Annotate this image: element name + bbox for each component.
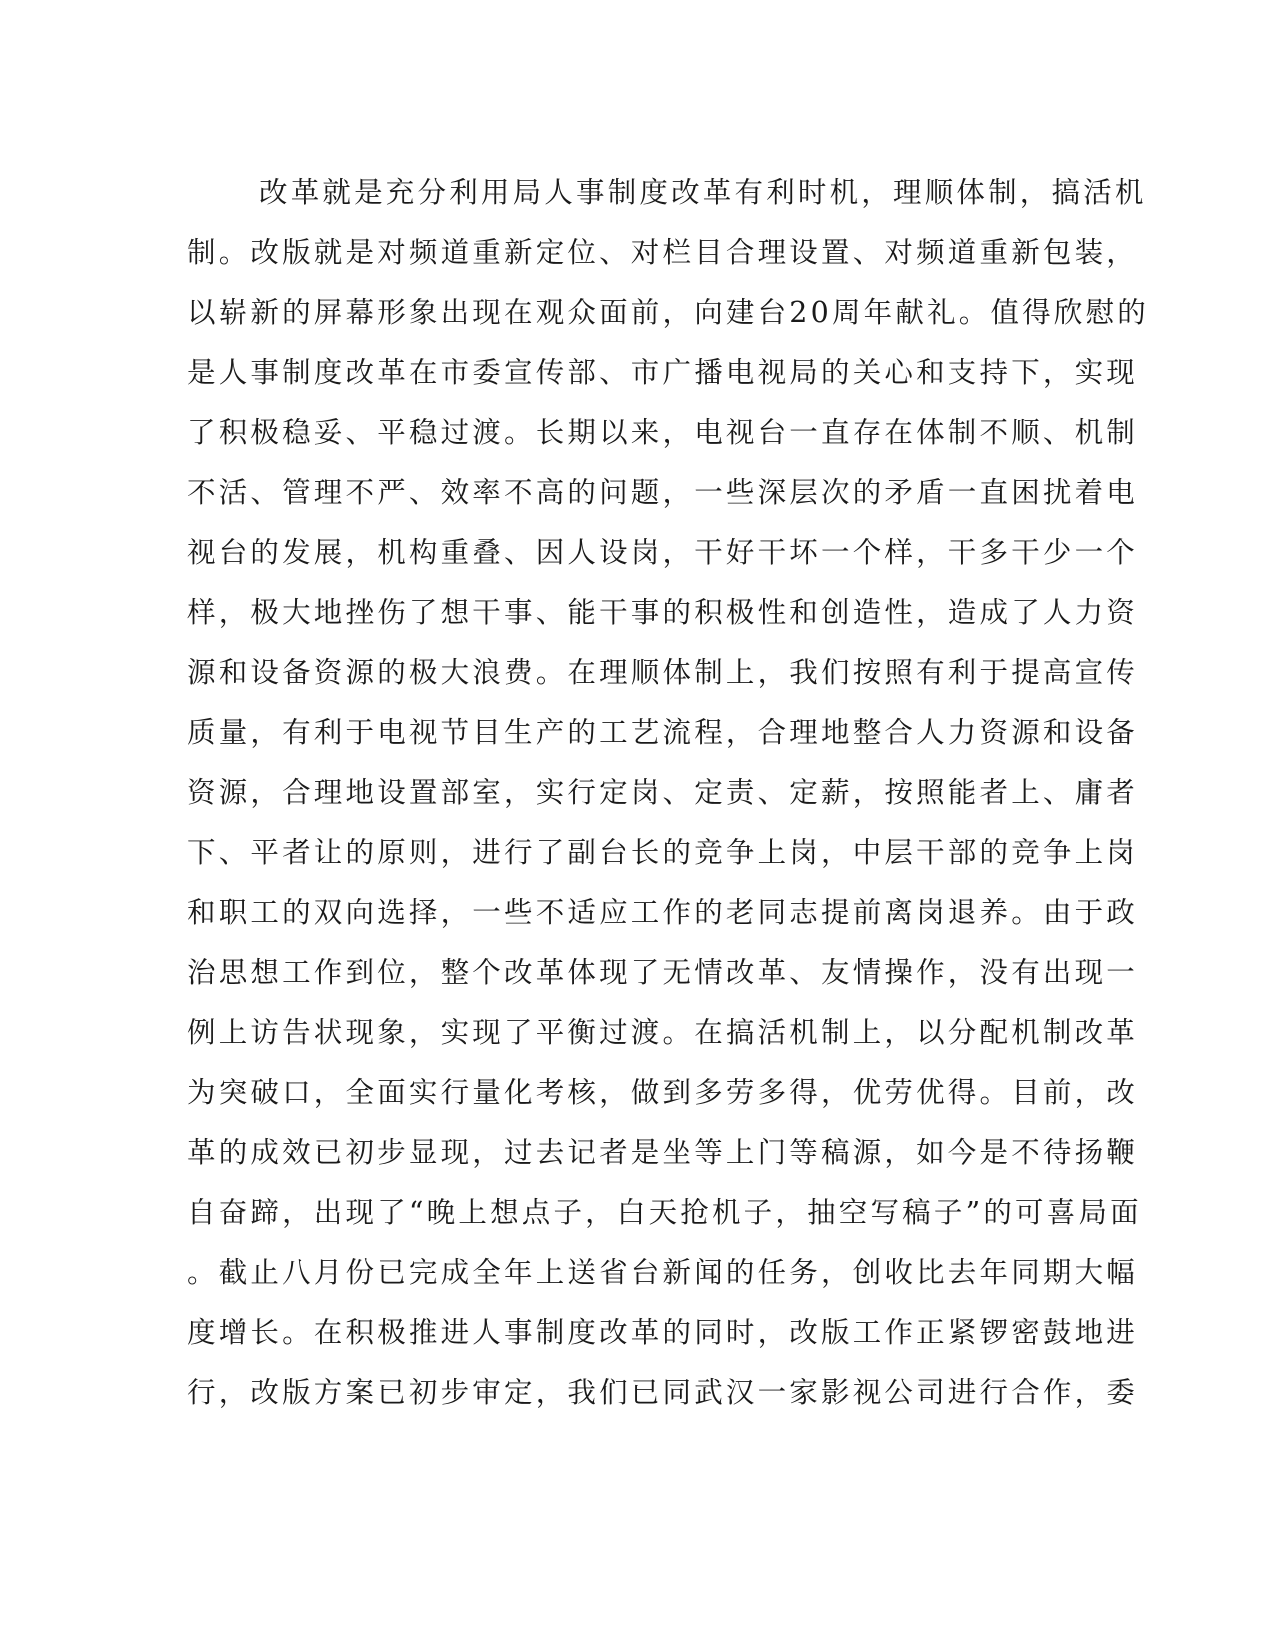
text-line-19: 。截止八月份已完成全年上送省台新闻的任务，创收比去年同期大幅 — [187, 1256, 1139, 1289]
text-line-18: 自奋蹄，出现了“晚上想点子，白天抢机子，抽空写稿子”的可喜局面 — [187, 1196, 1142, 1229]
text-line-3: 以崭新的屏幕形象出现在观众面前，向建台20周年献礼。值得欣慰的 — [187, 296, 1149, 329]
text-line-6: 不活、管理不严、效率不高的问题，一些深层次的矛盾一直困扰着电 — [187, 476, 1139, 509]
text-line-15: 例上访告状现象，实现了平衡过渡。在搞活机制上，以分配机制改革 — [187, 1016, 1139, 1049]
text-line-7: 视台的发展，机构重叠、因人设岗，干好干坏一个样，干多干少一个 — [187, 536, 1139, 569]
text-line-16: 为突破口，全面实行量化考核，做到多劳多得，优劳优得。目前，改 — [187, 1076, 1139, 1109]
text-line-14: 治思想工作到位，整个改革体现了无情改革、友情操作，没有出现一 — [187, 956, 1139, 989]
text-line-17: 革的成效已初步显现，过去记者是坐等上门等稿源，如今是不待扬鞭 — [187, 1136, 1139, 1169]
text-line-4: 是人事制度改革在市委宣传部、市广播电视局的关心和支持下，实现 — [187, 356, 1139, 389]
text-line-21: 行，改版方案已初步审定，我们已同武汉一家影视公司进行合作，委 — [187, 1376, 1139, 1409]
text-line-2: 制。改版就是对频道重新定位、对栏目合理设置、对频道重新包装， — [187, 236, 1139, 269]
text-line-20: 度增长。在积极推进人事制度改革的同时，改版工作正紧锣密鼓地进 — [187, 1316, 1139, 1349]
body-paragraph — [187, 163, 1149, 1423]
text-line-5: 了积极稳妥、平稳过渡。长期以来，电视台一直存在体制不顺、机制 — [187, 416, 1139, 449]
text-line-13: 和职工的双向选择，一些不适应工作的老同志提前离岗退养。由于政 — [187, 896, 1139, 929]
text-line-1: 改革就是充分利用局人事制度改革有利时机，理顺体制，搞活机 — [259, 176, 1147, 209]
text-line-11: 资源，合理地设置部室，实行定岗、定责、定薪，按照能者上、庸者 — [187, 776, 1139, 809]
text-line-10: 质量，有利于电视节目生产的工艺流程，合理地整合人力资源和设备 — [187, 716, 1139, 749]
text-line-9: 源和设备资源的极大浪费。在理顺体制上，我们按照有利于提高宣传 — [187, 656, 1139, 689]
text-line-12: 下、平者让的原则，进行了副台长的竞争上岗，中层干部的竞争上岗 — [187, 836, 1139, 869]
text-line-8: 样，极大地挫伤了想干事、能干事的积极性和创造性，造成了人力资 — [187, 596, 1139, 629]
